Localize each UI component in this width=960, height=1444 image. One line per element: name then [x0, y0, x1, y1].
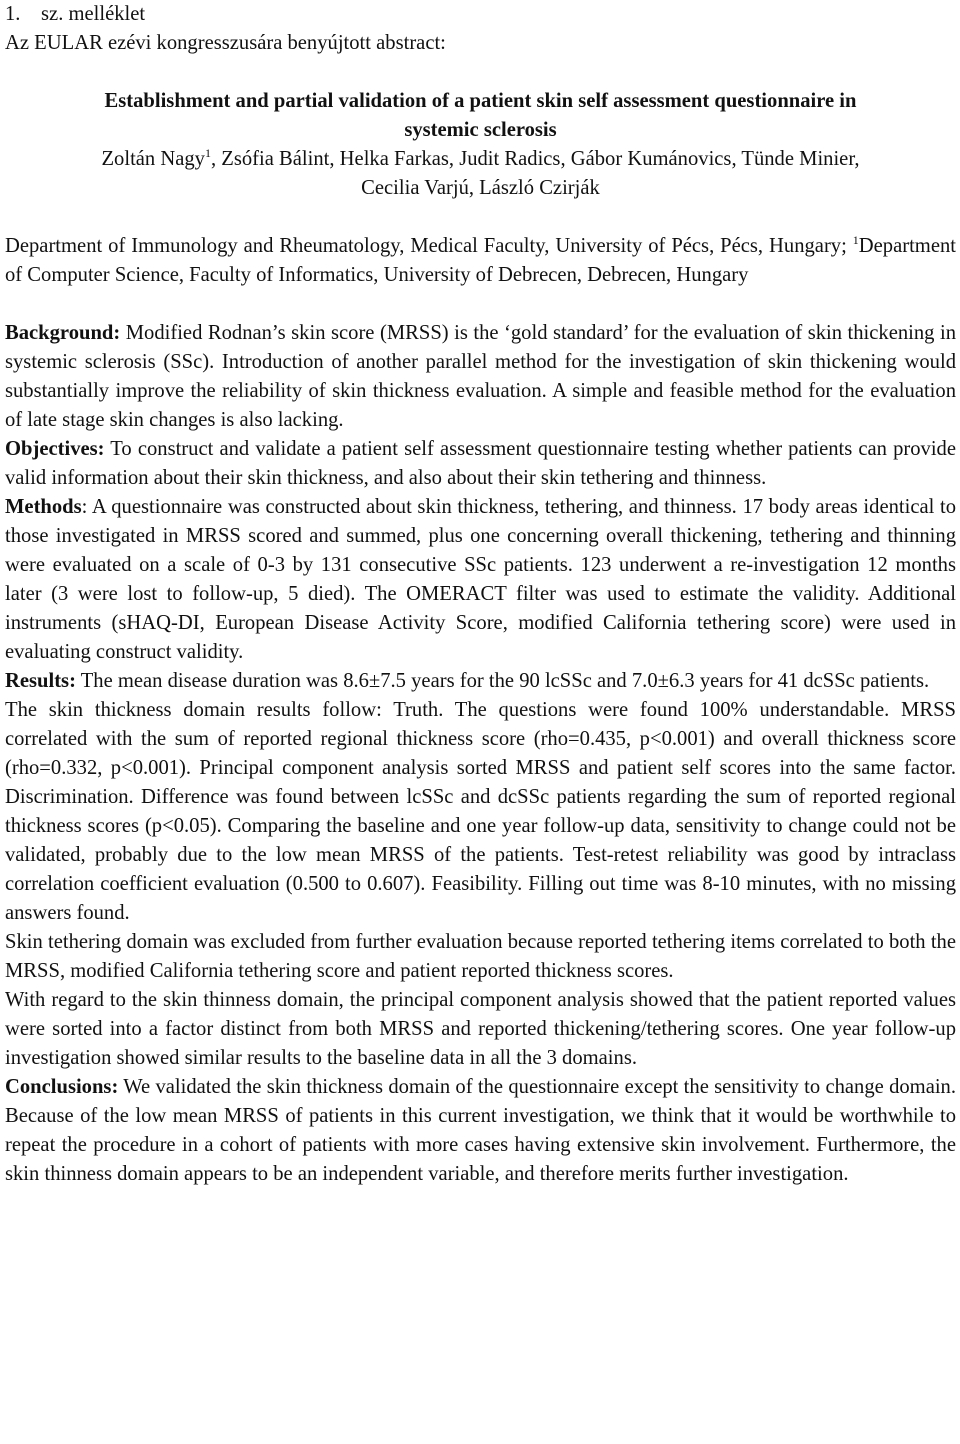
results-paragraph-thickness: The skin thickness domain results follow: Truth. The questions were found 100% understandable. MRSS correlated with the sum of reported regional thickness score (rho=0.435, p<0.001) and overall thickness score (rho=0.332, p<0.001). Principal component analysis sorted MRSS and patient self scores into the same factor. Discrimination. Difference was found between lcSSc and dcSSc patients regarding the sum of reported regional thickness scores (p<0.05). Comparing the baseline and one year follow-up data, sensitivity to change could not be validated, probably due to the low mean MRSS of the patients. Test-retest reliability was good by intraclass correlation coefficient evaluation (0.500 to 0.607). Feasibility. Filling out time was 8-10 minutes, with no missing answers found. — [5, 699, 956, 924]
methods-text: : A questionnaire was constructed about skin thickness, tethering, and thinness. 17 body areas identical to those investigated in MRSS scored and summed, plus one concerning overall thickening, tethering and thinning were evaluated on a scale of 0-3 by 131 consecutive SSc patients. 123 underwent a re-investigation 12 months later (3 were lost to follow-up, 5 died). The OMERACT filter was used to estimate the validity. Additional instruments (sHAQ-DI, European Disease Activity Score, modified California tethering score) were used in evaluating construct validity. — [5, 496, 956, 663]
document-page — [5, 0, 956, 1189]
conclusions-text: We validated the skin thickness domain of the questionnaire except the sensitivity to change domain. Because of the low mean MRSS of patients in this current investigation, we think that it would be worthwhile to repeat the procedure in a cohort of patients with more cases having extensive skin involvement. Furthermore, the skin thinness domain appears to be an independent variable, and therefore merits further investigation. — [5, 1076, 956, 1185]
spacer — [5, 203, 956, 232]
results-paragraph-thinness: With regard to the skin thinness domain, the principal component analysis showed that the patient reported values were sorted into a factor distinct from both MRSS and reported thickening/tethering scores. One year follow-up investigation showed similar results to the baseline data in all the 3 domains. — [5, 989, 956, 1069]
methods-label: Methods — [5, 496, 82, 518]
annex-number: 1. — [5, 3, 21, 25]
methods-section — [5, 493, 956, 667]
authors-line-2: Cecilia Varjú, László Czirják — [361, 177, 600, 199]
affiliation-part-2: Department of Computer Science, Faculty of Informatics, University of Debrecen, Debrecen, Hungary — [5, 235, 956, 286]
objectives-text: To construct and validate a patient self assessment questionnaire testing whether patients can provide valid information about their skin thickness, and also about their skin tethering and thinness. — [5, 438, 956, 489]
background-section — [5, 319, 956, 435]
affiliation-part-1: Department of Immunology and Rheumatology, Medical Faculty, University of Pécs, Pécs, Hungary; — [5, 235, 853, 257]
affiliation — [5, 232, 956, 290]
abstract-title-line-2: systemic sclerosis — [404, 119, 557, 141]
annex-header — [5, 0, 956, 29]
results-paragraph-tethering: Skin tethering domain was excluded from further evaluation because reported tethering items correlated to both the MRSS, modified California tethering score and patient reported thickness scores. — [5, 931, 956, 982]
background-text: Modified Rodnan’s skin score (MRSS) is the ‘gold standard’ for the evaluation of skin thickening in systemic sclerosis (SSc). Introduction of another parallel method for the investigation of skin thickening would substantially improve the reliability of skin thickness evaluation. A simple and feasible method for the evaluation of late stage skin changes is also lacking. — [5, 322, 956, 431]
objectives-section — [5, 435, 956, 493]
results-section — [5, 667, 956, 696]
author-superscript: 1 — [204, 146, 211, 161]
results-label: Results: — [5, 670, 76, 692]
background-label: Background: — [5, 322, 121, 344]
abstract-title-line-1: Establishment and partial validation of a patient skin self assessment questionnaire in — [104, 90, 857, 112]
author-first: Zoltán Nagy — [101, 148, 205, 170]
objectives-label: Objectives: — [5, 438, 105, 460]
conclusions-label: Conclusions: — [5, 1076, 119, 1098]
authors-rest: , Zsófia Bálint, Helka Farkas, Judit Radics, Gábor Kumánovics, Tünde Minier, — [210, 148, 860, 170]
authors-line-1 — [5, 145, 956, 174]
affiliation-superscript: 1 — [852, 233, 859, 248]
spacer — [5, 290, 956, 319]
spacer — [5, 58, 956, 87]
annex-label: sz. melléklet — [41, 3, 146, 25]
conclusions-section — [5, 1073, 956, 1189]
annex-subtitle: Az EULAR ezévi kongresszusára benyújtott abstract: — [5, 32, 446, 54]
results-text: The mean disease duration was 8.6±7.5 years for the 90 lcSSc and 7.0±6.3 years for 41 dcSSc patients. — [75, 670, 930, 692]
